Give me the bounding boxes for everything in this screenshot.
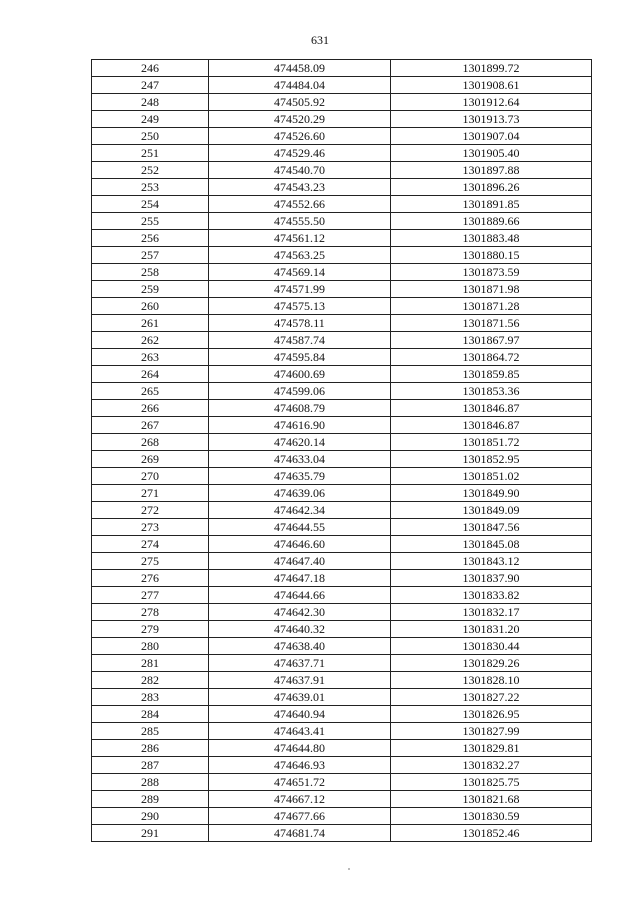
x-coordinate-cell: 474667.12 <box>209 791 391 808</box>
x-coordinate-cell: 474587.74 <box>209 332 391 349</box>
point-number-cell: 282 <box>92 672 209 689</box>
table-row <box>92 706 592 723</box>
x-coordinate-cell: 474599.06 <box>209 383 391 400</box>
x-coordinate-cell: 474646.60 <box>209 536 391 553</box>
point-number-cell: 278 <box>92 604 209 621</box>
table-row <box>92 519 592 536</box>
point-number-cell: 268 <box>92 434 209 451</box>
point-number-cell: 289 <box>92 791 209 808</box>
point-number-cell: 269 <box>92 451 209 468</box>
table-row <box>92 417 592 434</box>
table-row <box>92 366 592 383</box>
y-coordinate-cell: 1301847.56 <box>391 519 592 536</box>
point-number-cell: 267 <box>92 417 209 434</box>
table-row <box>92 128 592 145</box>
point-number-cell: 252 <box>92 162 209 179</box>
table-row <box>92 774 592 791</box>
x-coordinate-cell: 474637.71 <box>209 655 391 672</box>
point-number-cell: 279 <box>92 621 209 638</box>
x-coordinate-cell: 474639.06 <box>209 485 391 502</box>
y-coordinate-cell: 1301833.82 <box>391 587 592 604</box>
x-coordinate-cell: 474520.29 <box>209 111 391 128</box>
point-number-cell: 283 <box>92 689 209 706</box>
point-number-cell: 270 <box>92 468 209 485</box>
table-row <box>92 315 592 332</box>
x-coordinate-cell: 474563.25 <box>209 247 391 264</box>
y-coordinate-cell: 1301846.87 <box>391 417 592 434</box>
table-row <box>92 94 592 111</box>
scan-speck <box>348 868 350 870</box>
y-coordinate-cell: 1301908.61 <box>391 77 592 94</box>
table-row <box>92 162 592 179</box>
point-number-cell: 280 <box>92 638 209 655</box>
point-number-cell: 251 <box>92 145 209 162</box>
table-row <box>92 621 592 638</box>
table-row <box>92 247 592 264</box>
x-coordinate-cell: 474644.55 <box>209 519 391 536</box>
x-coordinate-cell: 474651.72 <box>209 774 391 791</box>
x-coordinate-cell: 474616.90 <box>209 417 391 434</box>
point-number-cell: 246 <box>92 60 209 77</box>
point-number-cell: 288 <box>92 774 209 791</box>
point-number-cell: 286 <box>92 740 209 757</box>
x-coordinate-cell: 474595.84 <box>209 349 391 366</box>
y-coordinate-cell: 1301859.85 <box>391 366 592 383</box>
table-row <box>92 723 592 740</box>
y-coordinate-cell: 1301871.98 <box>391 281 592 298</box>
table-row <box>92 179 592 196</box>
y-coordinate-cell: 1301897.88 <box>391 162 592 179</box>
y-coordinate-cell: 1301852.95 <box>391 451 592 468</box>
point-number-cell: 277 <box>92 587 209 604</box>
x-coordinate-cell: 474569.14 <box>209 264 391 281</box>
point-number-cell: 253 <box>92 179 209 196</box>
point-number-cell: 290 <box>92 808 209 825</box>
x-coordinate-cell: 474644.80 <box>209 740 391 757</box>
y-coordinate-cell: 1301889.66 <box>391 213 592 230</box>
table-row <box>92 111 592 128</box>
point-number-cell: 257 <box>92 247 209 264</box>
table-row <box>92 825 592 842</box>
table-row <box>92 383 592 400</box>
point-number-cell: 249 <box>92 111 209 128</box>
y-coordinate-cell: 1301913.73 <box>391 111 592 128</box>
point-number-cell: 263 <box>92 349 209 366</box>
table-row <box>92 791 592 808</box>
point-number-cell: 256 <box>92 230 209 247</box>
point-number-cell: 258 <box>92 264 209 281</box>
table-row <box>92 604 592 621</box>
y-coordinate-cell: 1301837.90 <box>391 570 592 587</box>
table-row <box>92 587 592 604</box>
y-coordinate-cell: 1301851.02 <box>391 468 592 485</box>
point-number-cell: 276 <box>92 570 209 587</box>
y-coordinate-cell: 1301831.20 <box>391 621 592 638</box>
point-number-cell: 273 <box>92 519 209 536</box>
table-row <box>92 451 592 468</box>
y-coordinate-cell: 1301871.56 <box>391 315 592 332</box>
y-coordinate-cell: 1301883.48 <box>391 230 592 247</box>
y-coordinate-cell: 1301829.26 <box>391 655 592 672</box>
x-coordinate-cell: 474642.34 <box>209 502 391 519</box>
x-coordinate-cell: 474578.11 <box>209 315 391 332</box>
y-coordinate-cell: 1301832.17 <box>391 604 592 621</box>
table-row <box>92 60 592 77</box>
y-coordinate-cell: 1301843.12 <box>391 553 592 570</box>
point-number-cell: 285 <box>92 723 209 740</box>
y-coordinate-cell: 1301821.68 <box>391 791 592 808</box>
point-number-cell: 271 <box>92 485 209 502</box>
y-coordinate-cell: 1301825.75 <box>391 774 592 791</box>
x-coordinate-cell: 474639.01 <box>209 689 391 706</box>
point-number-cell: 247 <box>92 77 209 94</box>
x-coordinate-cell: 474681.74 <box>209 825 391 842</box>
y-coordinate-cell: 1301864.72 <box>391 349 592 366</box>
y-coordinate-cell: 1301830.59 <box>391 808 592 825</box>
y-coordinate-cell: 1301871.28 <box>391 298 592 315</box>
point-number-cell: 266 <box>92 400 209 417</box>
y-coordinate-cell: 1301851.72 <box>391 434 592 451</box>
coordinates-table-body <box>92 60 592 842</box>
point-number-cell: 274 <box>92 536 209 553</box>
y-coordinate-cell: 1301880.15 <box>391 247 592 264</box>
x-coordinate-cell: 474637.91 <box>209 672 391 689</box>
x-coordinate-cell: 474561.12 <box>209 230 391 247</box>
table-row <box>92 502 592 519</box>
table-row <box>92 740 592 757</box>
y-coordinate-cell: 1301907.04 <box>391 128 592 145</box>
y-coordinate-cell: 1301832.27 <box>391 757 592 774</box>
point-number-cell: 248 <box>92 94 209 111</box>
table-row <box>92 349 592 366</box>
point-number-cell: 272 <box>92 502 209 519</box>
y-coordinate-cell: 1301828.10 <box>391 672 592 689</box>
x-coordinate-cell: 474644.66 <box>209 587 391 604</box>
table-row <box>92 264 592 281</box>
x-coordinate-cell: 474458.09 <box>209 60 391 77</box>
x-coordinate-cell: 474484.04 <box>209 77 391 94</box>
x-coordinate-cell: 474552.66 <box>209 196 391 213</box>
x-coordinate-cell: 474635.79 <box>209 468 391 485</box>
x-coordinate-cell: 474575.13 <box>209 298 391 315</box>
table-row <box>92 332 592 349</box>
table-row <box>92 196 592 213</box>
y-coordinate-cell: 1301867.97 <box>391 332 592 349</box>
y-coordinate-cell: 1301827.99 <box>391 723 592 740</box>
x-coordinate-cell: 474643.41 <box>209 723 391 740</box>
table-row <box>92 298 592 315</box>
y-coordinate-cell: 1301846.87 <box>391 400 592 417</box>
y-coordinate-cell: 1301873.59 <box>391 264 592 281</box>
table-row <box>92 434 592 451</box>
point-number-cell: 261 <box>92 315 209 332</box>
x-coordinate-cell: 474529.46 <box>209 145 391 162</box>
x-coordinate-cell: 474677.66 <box>209 808 391 825</box>
y-coordinate-cell: 1301830.44 <box>391 638 592 655</box>
point-number-cell: 250 <box>92 128 209 145</box>
table-row <box>92 655 592 672</box>
x-coordinate-cell: 474571.99 <box>209 281 391 298</box>
x-coordinate-cell: 474642.30 <box>209 604 391 621</box>
x-coordinate-cell: 474543.23 <box>209 179 391 196</box>
y-coordinate-cell: 1301891.85 <box>391 196 592 213</box>
table-row <box>92 281 592 298</box>
y-coordinate-cell: 1301845.08 <box>391 536 592 553</box>
table-row <box>92 808 592 825</box>
y-coordinate-cell: 1301853.36 <box>391 383 592 400</box>
table-row <box>92 689 592 706</box>
x-coordinate-cell: 474640.94 <box>209 706 391 723</box>
x-coordinate-cell: 474640.32 <box>209 621 391 638</box>
x-coordinate-cell: 474555.50 <box>209 213 391 230</box>
x-coordinate-cell: 474646.93 <box>209 757 391 774</box>
y-coordinate-cell: 1301826.95 <box>391 706 592 723</box>
x-coordinate-cell: 474633.04 <box>209 451 391 468</box>
y-coordinate-cell: 1301905.40 <box>391 145 592 162</box>
table-row <box>92 145 592 162</box>
point-number-cell: 275 <box>92 553 209 570</box>
table-row <box>92 536 592 553</box>
point-number-cell: 262 <box>92 332 209 349</box>
y-coordinate-cell: 1301899.72 <box>391 60 592 77</box>
coordinates-table <box>91 59 592 842</box>
x-coordinate-cell: 474600.69 <box>209 366 391 383</box>
y-coordinate-cell: 1301827.22 <box>391 689 592 706</box>
table-row <box>92 485 592 502</box>
table-row <box>92 672 592 689</box>
table-row <box>92 213 592 230</box>
x-coordinate-cell: 474608.79 <box>209 400 391 417</box>
x-coordinate-cell: 474647.18 <box>209 570 391 587</box>
point-number-cell: 260 <box>92 298 209 315</box>
y-coordinate-cell: 1301896.26 <box>391 179 592 196</box>
y-coordinate-cell: 1301849.09 <box>391 502 592 519</box>
y-coordinate-cell: 1301849.90 <box>391 485 592 502</box>
point-number-cell: 255 <box>92 213 209 230</box>
y-coordinate-cell: 1301829.81 <box>391 740 592 757</box>
point-number-cell: 291 <box>92 825 209 842</box>
table-row <box>92 468 592 485</box>
x-coordinate-cell: 474620.14 <box>209 434 391 451</box>
point-number-cell: 254 <box>92 196 209 213</box>
table-row <box>92 553 592 570</box>
x-coordinate-cell: 474540.70 <box>209 162 391 179</box>
point-number-cell: 281 <box>92 655 209 672</box>
table-row <box>92 77 592 94</box>
table-row <box>92 757 592 774</box>
table-row <box>92 230 592 247</box>
table-row <box>92 638 592 655</box>
point-number-cell: 287 <box>92 757 209 774</box>
point-number-cell: 284 <box>92 706 209 723</box>
table-row <box>92 570 592 587</box>
y-coordinate-cell: 1301912.64 <box>391 94 592 111</box>
point-number-cell: 259 <box>92 281 209 298</box>
y-coordinate-cell: 1301852.46 <box>391 825 592 842</box>
x-coordinate-cell: 474638.40 <box>209 638 391 655</box>
x-coordinate-cell: 474647.40 <box>209 553 391 570</box>
x-coordinate-cell: 474505.92 <box>209 94 391 111</box>
x-coordinate-cell: 474526.60 <box>209 128 391 145</box>
point-number-cell: 265 <box>92 383 209 400</box>
page-number: 631 <box>311 33 329 47</box>
table-row <box>92 400 592 417</box>
point-number-cell: 264 <box>92 366 209 383</box>
